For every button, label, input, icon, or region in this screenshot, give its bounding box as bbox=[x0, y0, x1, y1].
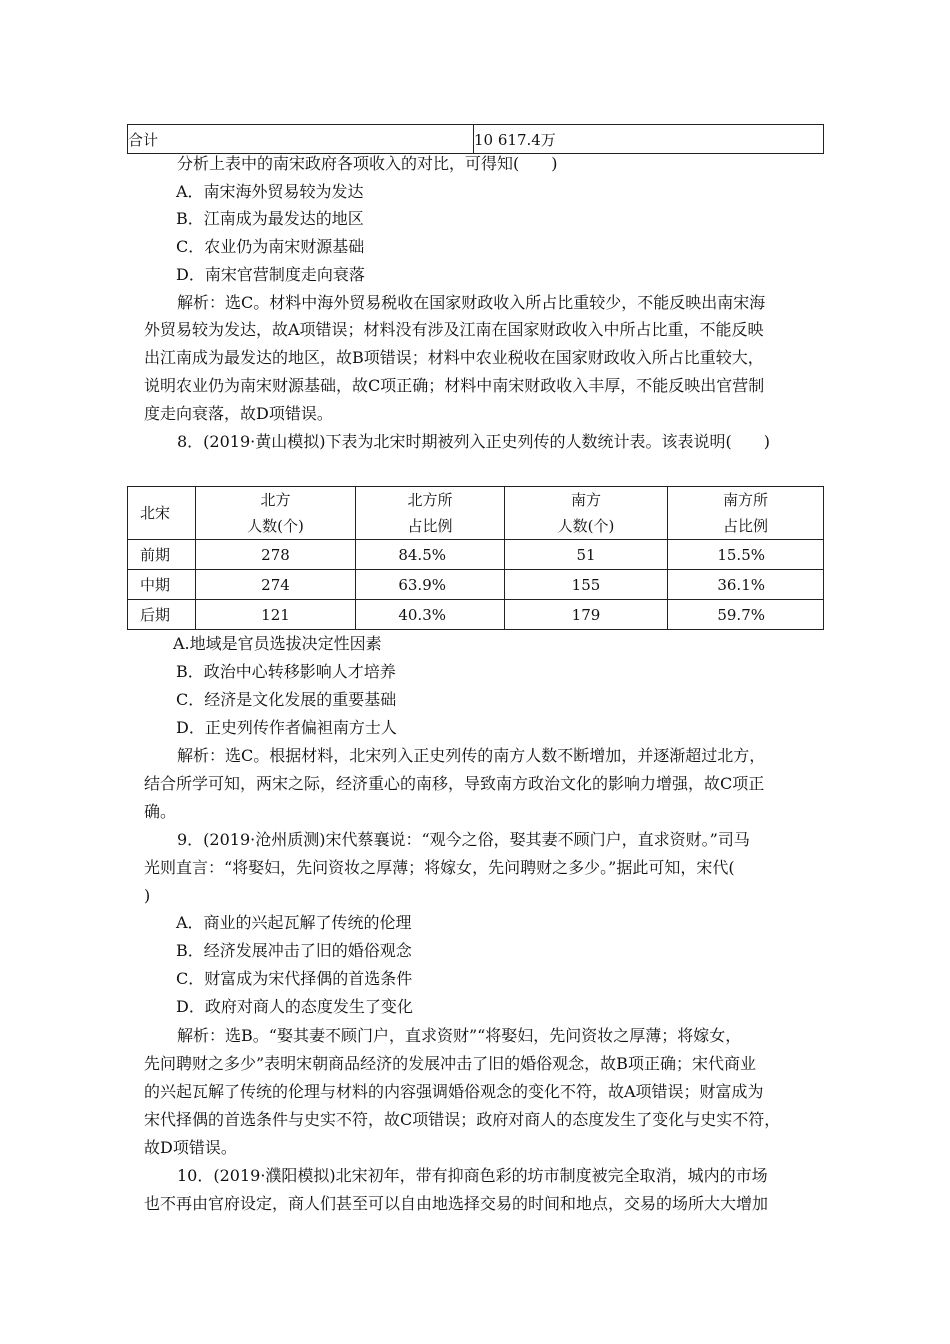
north-pct-cell: 63.9% bbox=[356, 570, 505, 600]
north-pct-cell: 40.3% bbox=[356, 600, 505, 630]
q7-analysis-line: 出江南成为最发达的地区，故B项错误；材料中农业税收在国家财政收入所占比重较大， bbox=[144, 348, 764, 367]
q9-analysis-line: 故D项错误。 bbox=[144, 1138, 237, 1157]
column-header: 北方所 占比例 bbox=[356, 487, 505, 540]
q9-stem-line: 9．(2019·沧州质测)宋代蔡襄说：“观今之俗，娶其妻不顾门户，直求资财。”司马 bbox=[177, 830, 750, 849]
q7-analysis-line: 外贸易较为发达，故A项错误；材料没有涉及江南在国家财政收入中所占比重，不能反映 bbox=[144, 320, 764, 339]
q9-option-b: B．经济发展冲击了旧的婚俗观念 bbox=[176, 941, 412, 960]
q9-option-d: D．政府对商人的态度发生了变化 bbox=[176, 997, 413, 1016]
q9-analysis-line: 先问聘财之多少”表明宋朝商品经济的发展冲击了旧的婚俗观念，故B项正确；宋代商业 bbox=[144, 1054, 756, 1073]
south-count-cell: 179 bbox=[505, 600, 668, 630]
south-count-cell: 155 bbox=[505, 570, 668, 600]
column-header: 北方 人数(个) bbox=[196, 487, 356, 540]
north-count-cell: 278 bbox=[196, 540, 356, 570]
biography-stats-table bbox=[127, 486, 824, 630]
q9-stem-line: ) bbox=[144, 886, 151, 905]
q8-option-a: A.地域是官员选拔决定性因素 bbox=[173, 634, 382, 653]
q9-analysis-line: 的兴起瓦解了传统的伦理与材料的内容强调婚俗观念的变化不符，故A项错误；财富成为 bbox=[144, 1082, 764, 1101]
north-count-cell: 274 bbox=[196, 570, 356, 600]
north-count-cell: 121 bbox=[196, 600, 356, 630]
period-cell: 后期 bbox=[128, 600, 196, 630]
north-pct-cell: 84.5% bbox=[356, 540, 505, 570]
q7-option-a: A．南宋海外贸易较为发达 bbox=[176, 182, 364, 201]
q8-analysis-line: 确。 bbox=[144, 802, 177, 821]
q8-option-b: B．政治中心转移影响人才培养 bbox=[176, 662, 396, 681]
q9-option-a: A．商业的兴起瓦解了传统的伦理 bbox=[176, 913, 412, 932]
south-pct-cell: 36.1% bbox=[668, 570, 824, 600]
q7-analysis-line: 说明农业仍为南宋财源基础，故C项正确；材料中南宋财政收入丰厚，不能反映出官营制 bbox=[144, 376, 765, 395]
q7-stem: 分析上表中的南宋政府各项收入的对比，可得知( ) bbox=[177, 154, 558, 173]
column-header: 南方所 占比例 bbox=[668, 487, 824, 540]
table-row bbox=[128, 540, 824, 570]
south-count-cell: 51 bbox=[505, 540, 668, 570]
q8-option-d: D．正史列传作者偏袒南方士人 bbox=[176, 718, 397, 737]
period-cell: 前期 bbox=[128, 540, 196, 570]
table-row bbox=[128, 570, 824, 600]
q7-analysis-line: 解析：选C。材料中海外贸易税收在国家财政收入所占比重较少，不能反映出南宋海 bbox=[177, 293, 766, 312]
table-row bbox=[128, 600, 824, 630]
q9-analysis-line: 宋代择偶的首选条件与史实不符，故C项错误；政府对商人的态度发生了变化与史实不符， bbox=[144, 1110, 781, 1129]
q10-stem-line: 10．(2019·濮阳模拟)北宋初年，带有抑商色彩的坊市制度被完全取消，城内的市场 bbox=[177, 1166, 768, 1185]
q10-stem-line: 也不再由官府设定，商人们甚至可以自由地选择交易的时间和地点，交易的场所大大增加 bbox=[144, 1194, 769, 1213]
q9-stem-line: 光则直言：“将娶妇，先问资妆之厚薄；将嫁女，先问聘财之多少。”据此可知，宋代( bbox=[144, 858, 735, 877]
q8-analysis-line: 解析：选C。根据材料，北宋列入正史列传的南方人数不断增加，并逐渐超过北方， bbox=[177, 746, 766, 765]
q9-analysis-line: 解析：选B。“娶其妻不顾门户，直求资财”“将娶妇，先问资妆之厚薄；将嫁女， bbox=[177, 1026, 742, 1045]
q7-option-b: B．江南成为最发达的地区 bbox=[176, 209, 364, 228]
q8-stem: 8．(2019·黄山模拟)下表为北宋时期被列入正史列传的人数统计表。该表说明( ) bbox=[177, 432, 770, 451]
table-header-row bbox=[128, 487, 824, 540]
total-label: 合计 bbox=[128, 125, 474, 154]
period-cell: 中期 bbox=[128, 570, 196, 600]
q8-analysis-line: 结合所学可知，两宋之际，经济重心的南移，导致南方政治文化的影响力增强，故C项正 bbox=[144, 774, 765, 793]
q9-option-c: C．财富成为宋代择偶的首选条件 bbox=[176, 969, 413, 988]
corner-header: 北宋 bbox=[128, 487, 196, 540]
q7-option-d: D．南宋官营制度走向衰落 bbox=[176, 265, 365, 284]
column-header: 南方 人数(个) bbox=[505, 487, 668, 540]
total-value: 10 617.4万 bbox=[474, 125, 824, 154]
south-pct-cell: 59.7% bbox=[668, 600, 824, 630]
q7-analysis-line: 度走向衰落，故D项错误。 bbox=[144, 404, 333, 423]
q8-option-c: C．经济是文化发展的重要基础 bbox=[176, 690, 397, 709]
south-pct-cell: 15.5% bbox=[668, 540, 824, 570]
q7-option-c: C．农业仍为南宋财源基础 bbox=[176, 237, 365, 256]
